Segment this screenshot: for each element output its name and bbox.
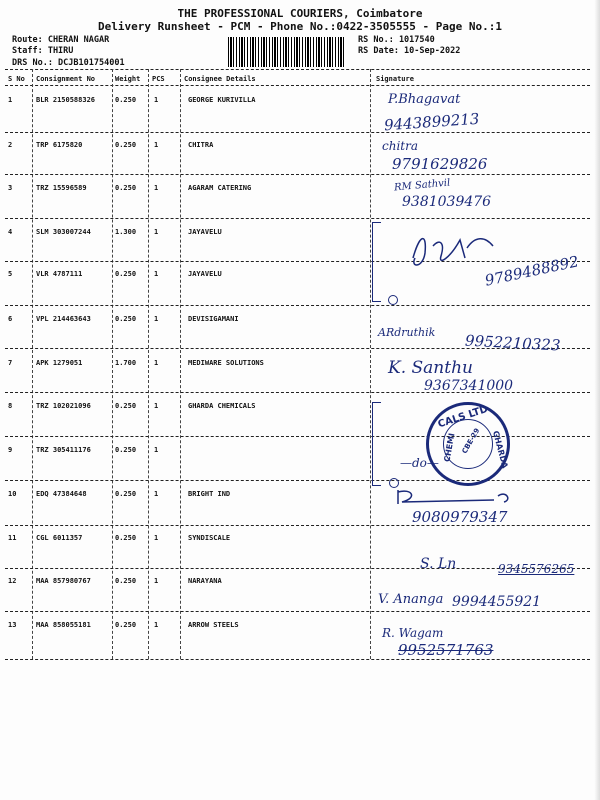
signature-name: P.Bhagavat	[388, 92, 461, 107]
row-pcs: 1	[154, 141, 159, 149]
row-pcs: 1	[154, 315, 159, 323]
row-consignee: JAYAVELU	[188, 270, 222, 278]
row-pcs: 1	[154, 96, 159, 104]
stamp-text: CBE-29	[460, 426, 482, 456]
signature-name: S. Ln	[420, 556, 457, 572]
row-consignment: EDQ 47384648	[36, 490, 87, 498]
signature-phone: 9952210323	[464, 331, 561, 355]
stamp-text: GHARDA	[490, 429, 510, 470]
row-rule	[5, 174, 590, 175]
staff-label: Staff: THIRU	[12, 46, 74, 56]
row-consignment: TRZ 305411176	[36, 446, 91, 454]
row-pcs: 1	[154, 490, 159, 498]
signature-name: R. Wagam	[382, 626, 444, 640]
row-sno: 13	[8, 621, 17, 629]
col-header-sno: S No	[8, 75, 25, 83]
row-weight: 1.700	[115, 359, 137, 367]
signature-scribble	[394, 486, 524, 508]
row-weight: 0.250	[115, 96, 137, 104]
row-sno: 9	[8, 446, 13, 454]
row-sno: 3	[8, 184, 13, 192]
row-sno: 5	[8, 270, 13, 278]
column-divider	[148, 69, 149, 659]
signature-phone: 9952571763	[398, 641, 494, 659]
row-pcs: 1	[154, 534, 159, 542]
signature-phone: 9345576265	[498, 562, 575, 576]
rs-date: RS Date: 10-Sep-2022	[358, 46, 461, 56]
row-weight: 0.250	[115, 141, 137, 149]
row-weight: 0.250	[115, 577, 137, 585]
signature-phone: 9994455921	[452, 594, 542, 610]
row-consignment: MAA 858055181	[36, 621, 91, 629]
signature-phone: 9381039476	[402, 194, 492, 210]
ditto-mark: —do—	[400, 456, 439, 470]
signature-name: K. Santhu	[388, 358, 473, 378]
row-sno: 12	[8, 577, 17, 585]
row-consignee: NARAYANA	[188, 577, 222, 585]
signature-name: chitra	[382, 139, 418, 153]
bracket-mark	[372, 402, 381, 486]
scan-edge-shadow	[594, 0, 600, 800]
bracket-mark	[372, 222, 381, 302]
row-weight: 0.250	[115, 270, 137, 278]
row-consignment: CGL 6011357	[36, 534, 83, 542]
row-weight: 0.250	[115, 184, 137, 192]
row-consignee: GEORGE KURIVILLA	[188, 96, 256, 104]
signature-name: V. Ananga	[378, 592, 444, 607]
row-consignee: MEDIWARE SOLUTIONS	[188, 359, 264, 367]
col-header-consignment: Consignment No	[36, 75, 96, 83]
row-weight: 1.300	[115, 228, 137, 236]
row-pcs: 1	[154, 446, 159, 454]
row-consignee: DEVISIGAMANI	[188, 315, 239, 323]
row-sno: 1	[8, 96, 13, 104]
row-consignment: VLR 4787111	[36, 270, 83, 278]
row-sno: 4	[8, 228, 13, 236]
row-sno: 8	[8, 402, 13, 410]
signature-phone: 9367341000	[424, 378, 514, 394]
column-divider	[370, 69, 371, 659]
row-weight: 0.250	[115, 534, 137, 542]
row-consignee: JAYAVELU	[188, 228, 222, 236]
column-divider	[180, 69, 181, 659]
column-divider	[112, 69, 113, 659]
row-weight: 0.250	[115, 402, 137, 410]
row-sno: 11	[8, 534, 17, 542]
table-top-rule	[5, 69, 590, 70]
row-consignee: AGARAM CATERING	[188, 184, 252, 192]
stamp-text: CHEMI	[442, 432, 457, 463]
signature-phone: 9443899213	[383, 109, 480, 135]
row-rule	[5, 261, 590, 262]
row-rule	[5, 218, 590, 219]
row-pcs: 1	[154, 184, 159, 192]
col-header-pcs: PCS	[152, 75, 165, 83]
barcode-image	[228, 37, 346, 67]
signature-phone: 9791629826	[392, 155, 488, 173]
row-weight: 0.250	[115, 490, 137, 498]
row-rule	[5, 132, 590, 133]
signature-phone: 9789488892	[483, 252, 581, 290]
row-consignee: BRIGHT IND	[188, 490, 231, 498]
row-rule	[5, 480, 590, 481]
runsheet-title: Delivery Runsheet - PCM - Phone No.:0422-3505555 - Page No.:1	[98, 20, 502, 33]
row-pcs: 1	[154, 228, 159, 236]
row-consignment: TRZ 102021096	[36, 402, 91, 410]
row-consignee: ARROW STEELS	[188, 621, 239, 629]
col-header-weight: Weight	[115, 75, 141, 83]
row-weight: 0.250	[115, 446, 137, 454]
row-sno: 7	[8, 359, 13, 367]
signature-phone: 9080979347	[412, 508, 508, 526]
signature-scribble	[405, 228, 500, 273]
table-bottom-rule	[5, 659, 590, 660]
rs-number: RS No.: 1017540	[358, 35, 435, 45]
row-consignment: BLR 2150588326	[36, 96, 96, 104]
row-pcs: 1	[154, 359, 159, 367]
row-consignment: TRP 6175820	[36, 141, 83, 149]
row-weight: 0.250	[115, 621, 137, 629]
ink-dot	[388, 295, 398, 305]
col-header-consignee: Consignee Details	[184, 75, 256, 83]
row-consignment: SLM 303007244	[36, 228, 91, 236]
row-rule	[5, 611, 590, 612]
row-consignee: CHITRA	[188, 141, 214, 149]
row-consignee: SYNDISCALE	[188, 534, 231, 542]
row-consignment: MAA 857980767	[36, 577, 91, 585]
row-consignment: TRZ 15596589	[36, 184, 87, 192]
row-consignee: GHARDA CHEMICALS	[188, 402, 256, 410]
row-pcs: 1	[154, 270, 159, 278]
signature-name: RM Sathvil	[393, 177, 451, 194]
company-stamp	[426, 402, 510, 486]
column-divider	[32, 69, 33, 659]
row-consignment: APK 1279051	[36, 359, 83, 367]
row-weight: 0.250	[115, 315, 137, 323]
row-sno: 2	[8, 141, 13, 149]
row-pcs: 1	[154, 402, 159, 410]
row-pcs: 1	[154, 621, 159, 629]
row-sno: 10	[8, 490, 17, 498]
drs-number: DRS No.: DCJB101754001	[12, 58, 125, 68]
route-label: Route: CHERAN NAGAR	[12, 35, 110, 45]
col-header-signature: Signature	[376, 75, 414, 83]
row-pcs: 1	[154, 577, 159, 585]
table-header-rule	[5, 85, 590, 86]
stamp-text: CALS LTD.	[436, 402, 494, 431]
company-title: THE PROFESSIONAL COURIERS, Coimbatore	[177, 7, 423, 20]
signature-name: ARdruthik	[378, 326, 436, 339]
row-consignment: VPL 214463643	[36, 315, 91, 323]
row-sno: 6	[8, 315, 13, 323]
row-rule	[5, 305, 590, 306]
